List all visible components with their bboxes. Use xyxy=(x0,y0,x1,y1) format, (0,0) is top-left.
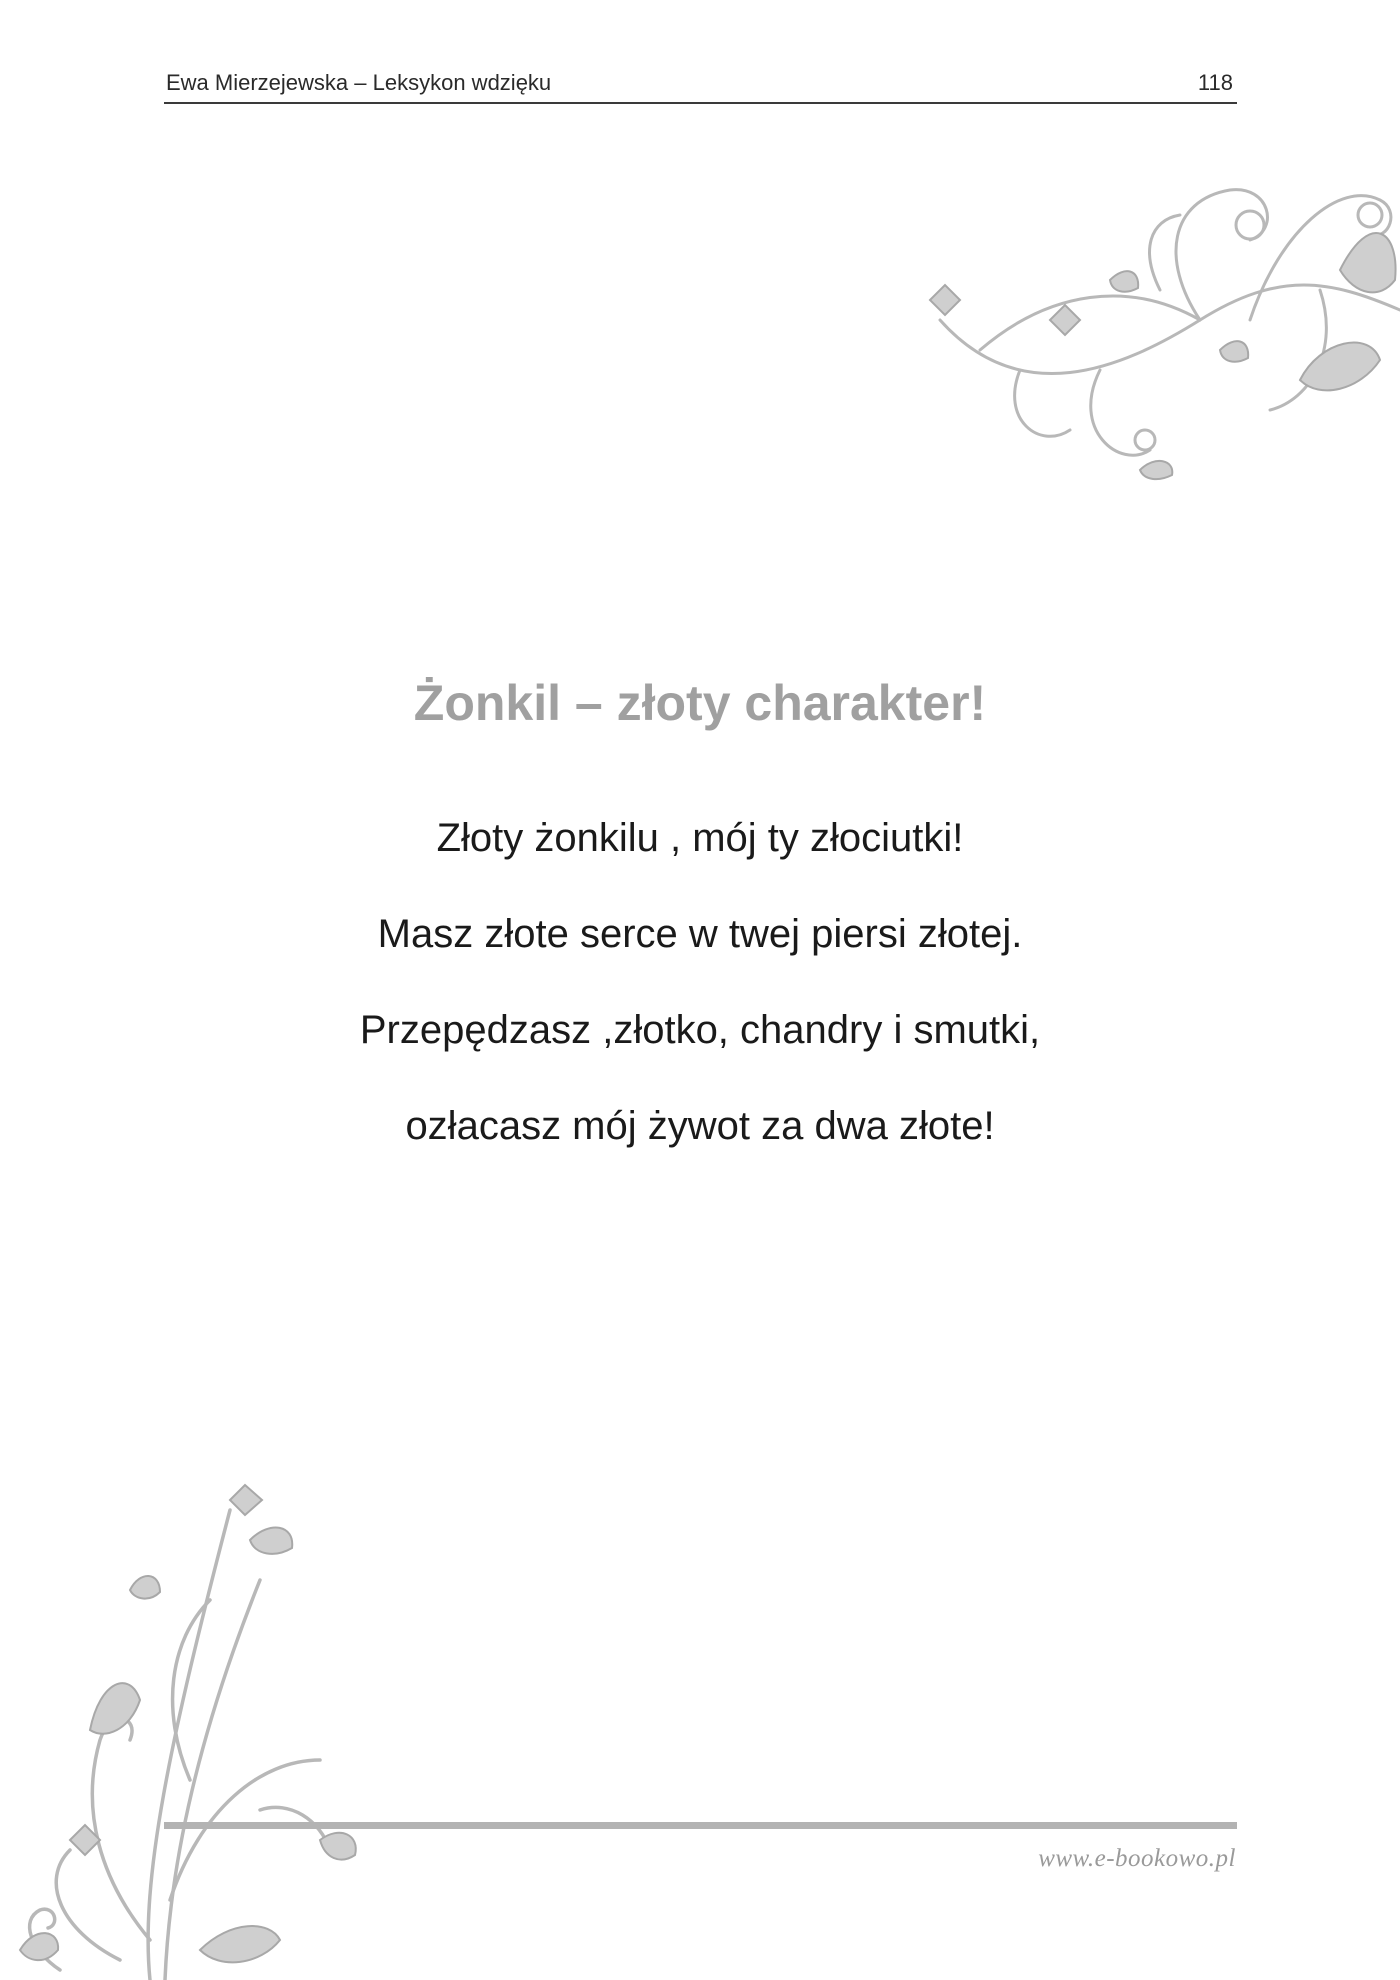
header-title: Ewa Mierzejewska – Leksykon wdzięku xyxy=(166,70,552,95)
floral-swirl-ornament xyxy=(900,170,1400,510)
poem-line: Przepędzasz ,złotko, chandry i smutki, xyxy=(359,1008,1041,1052)
poem-line: ozłacasz mój żywot za dwa złote! xyxy=(405,1104,995,1148)
poem-line: Złoty żonkilu , mój ty złociutki! xyxy=(436,816,964,860)
running-header xyxy=(164,66,1237,104)
floral-stem-ornament xyxy=(0,1480,400,1980)
page-number: 118 xyxy=(1197,70,1233,95)
footer-rule xyxy=(164,1822,1237,1829)
footer-url: www.e-bookowo.pl xyxy=(1038,1845,1236,1872)
poem-title: Żonkil – złoty charakter! xyxy=(413,674,987,731)
poem-body xyxy=(0,814,1400,1198)
poem-line: Masz złote serce w twej piersi złotej. xyxy=(377,912,1023,956)
